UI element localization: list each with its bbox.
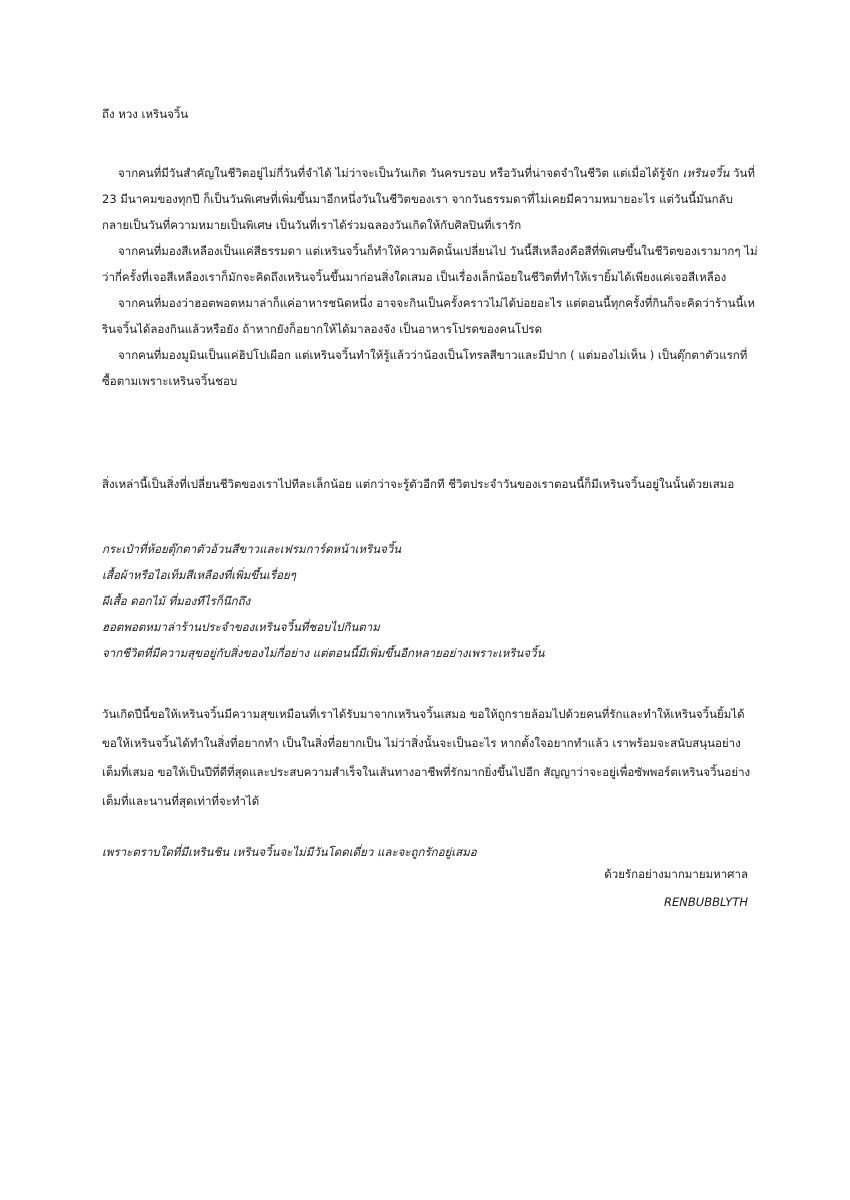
closing-line: เพราะตราบใดที่มีเหรินชิน เหรินจวิ้นจะไม่มีวันโดดเดี่ยว และจะถูกรักอยู่เสมอ: [102, 845, 477, 859]
list-item: จากชีวิตที่มีความสุขอยู่กับสิ่งของไม่กี่อย่าง แต่ตอนนี้มีเพิ่มขึ้นอีกหลายอย่างเพราะเหรินจวิ้น: [102, 646, 545, 660]
paragraph-text: จากคนที่มองว่าฮอตพอตหมาล่าก็แค่อาหารชนิดหนึ่ง อาจจะกินเป็นครั้งคราวไม่ได้บ่อยอะไร แต่ตอนนี้ทุกครั้งที่กินก็จะคิดว่าร้านนี้เหรินจวิ้นได้ลองกินแล้วหรือยัง ถ้าหากยังก็อยากให้ได้มาลองจัง เป็นอาหารโปรดของคนโปรด: [102, 296, 755, 336]
paragraph-text: วันที่ 23 มีนาคมของทุกปี ก็เป็นวันพิเศษที่เพิ่มขึ้นมาอีกหนึ่งวันในชีวิตของเรา จากวันธรรมดาที่ไม่เคยมีความหมายอะไร แต่วันนี้มันกลับกลายเป็นวันที่ความหมายเป็นพิเศษ เป็นวันที่เราได้ร่วมฉลองวันเกิดให้กับศิลปินที่เรารัก: [102, 166, 755, 232]
paragraph-emphasis: เหรินจวิ้น: [682, 166, 730, 180]
list-item: ฮอตพอตหมาล่าร้านประจำของเหรินจวิ้นที่ชอบไปกินตาม: [102, 620, 380, 634]
signature-block: [604, 860, 748, 916]
letter-body: [102, 160, 758, 394]
list-item: กระเป๋าที่ห้อยตุ๊กตาตัวอ้วนสีขาวและเฟรมการ์ดหน้าเหรินจวิ้น: [102, 542, 402, 556]
paragraph-birthday: [102, 160, 758, 238]
signoff-text: ด้วยรักอย่างมากมายมหาศาล: [604, 867, 748, 881]
paragraph-text: จากคนที่มีวันสำคัญในชีวิตอยู่ไม่กี่วันที่จำได้ ไม่ว่าจะเป็นวันเกิด วันครบรอบ หรือวันที่น่าจดจำในชีวิต แต่เมื่อได้รู้จัก: [118, 166, 683, 180]
paragraph-moomin: [102, 342, 758, 394]
letter-greeting: ถึง หวง เหรินจวิ้น: [102, 107, 189, 121]
paragraph-text: จากคนที่มองสีเหลืองเป็นแค่สีธรรมดา แต่เหรินจวิ้นก็ทำให้ความคิดนั้นเปลี่ยนไป วันนี้สีเหลืองคือสีที่พิเศษขึ้นในชีวิตของเรามากๆ ไม่ว่ากี่ครั้งที่เจอสีเหลืองเราก็มักจะคิดถึงเหรินจวิ้นขึ้นมาก่อนสิ่งใดเสมอ เป็นเรื่องเล็กน้อยในชีวิตที่ทำให้เรายิ้มได้เพียงแค่เจอสีเหลือง: [102, 244, 758, 284]
daily-life-list: [102, 536, 758, 666]
letter-summary: สิ่งเหล่านี้เป็นสิ่งที่เปลี่ยนชีวิตของเราไปทีละเล็กน้อย แต่กว่าจะรู้ตัวอีกที ชีวิตประจำวันของเราตอนนี้ก็มีเหรินจวิ้นอยู่ในนั้นด้วยเสมอ: [102, 477, 735, 491]
list-item: เสื้อผ้าหรือไอเท็มสีเหลืองที่เพิ่มขึ้นเรื่อยๆ: [102, 568, 296, 582]
paragraph-hotpot: [102, 290, 758, 342]
author-name: RENBUBBLYTH: [664, 895, 748, 909]
paragraph-yellow: [102, 238, 758, 290]
paragraph-text: จากคนที่มองมูมินเป็นแค่ฮิปโปเผือก แต่เหรินจวิ้นทำให้รู้แล้วว่าน้องเป็นโทรลสีขาวและมีปาก ( แต่มองไม่เห็น ) เป็นตุ๊กตาตัวแรกที่ซื้อตามเพราะเหรินจวิ้นชอบ: [102, 348, 748, 388]
list-item: ผีเสื้อ ดอกไม้ ที่มองทีไรก็นึกถึง: [102, 594, 251, 608]
birthday-wish: วันเกิดปีนี้ขอให้เหรินจวิ้นมีความสุขเหมือนที่เราได้รับมาจากเหรินจวิ้นเสมอ ขอให้ถูกรายล้อมไปด้วยคนที่รักและทำให้เหรินจวิ้นยิ้มได้ ขอให้เหรินจวิ้นได้ทำในสิ่งที่อยากทำ เป็นในสิ่งที่อยากเป็น ไม่ว่าสิ่งนั้นจะเป็นอะไร หากตั้งใจอยากทำแล้ว เราพร้อมจะสนับสนุนอย่างเต็มที่เสมอ ขอให้เป็นปีที่ดีที่สุดและประสบความสำเร็จในเส้นทางอาชีพที่รักมากยิ่งขึ้นไปอีก สัญญาว่าจะอยู่เพื่อซัพพอร์ตเหรินจวิ้นอย่างเต็มที่และนานที่สุดเท่าที่จะทำได้: [102, 707, 751, 808]
